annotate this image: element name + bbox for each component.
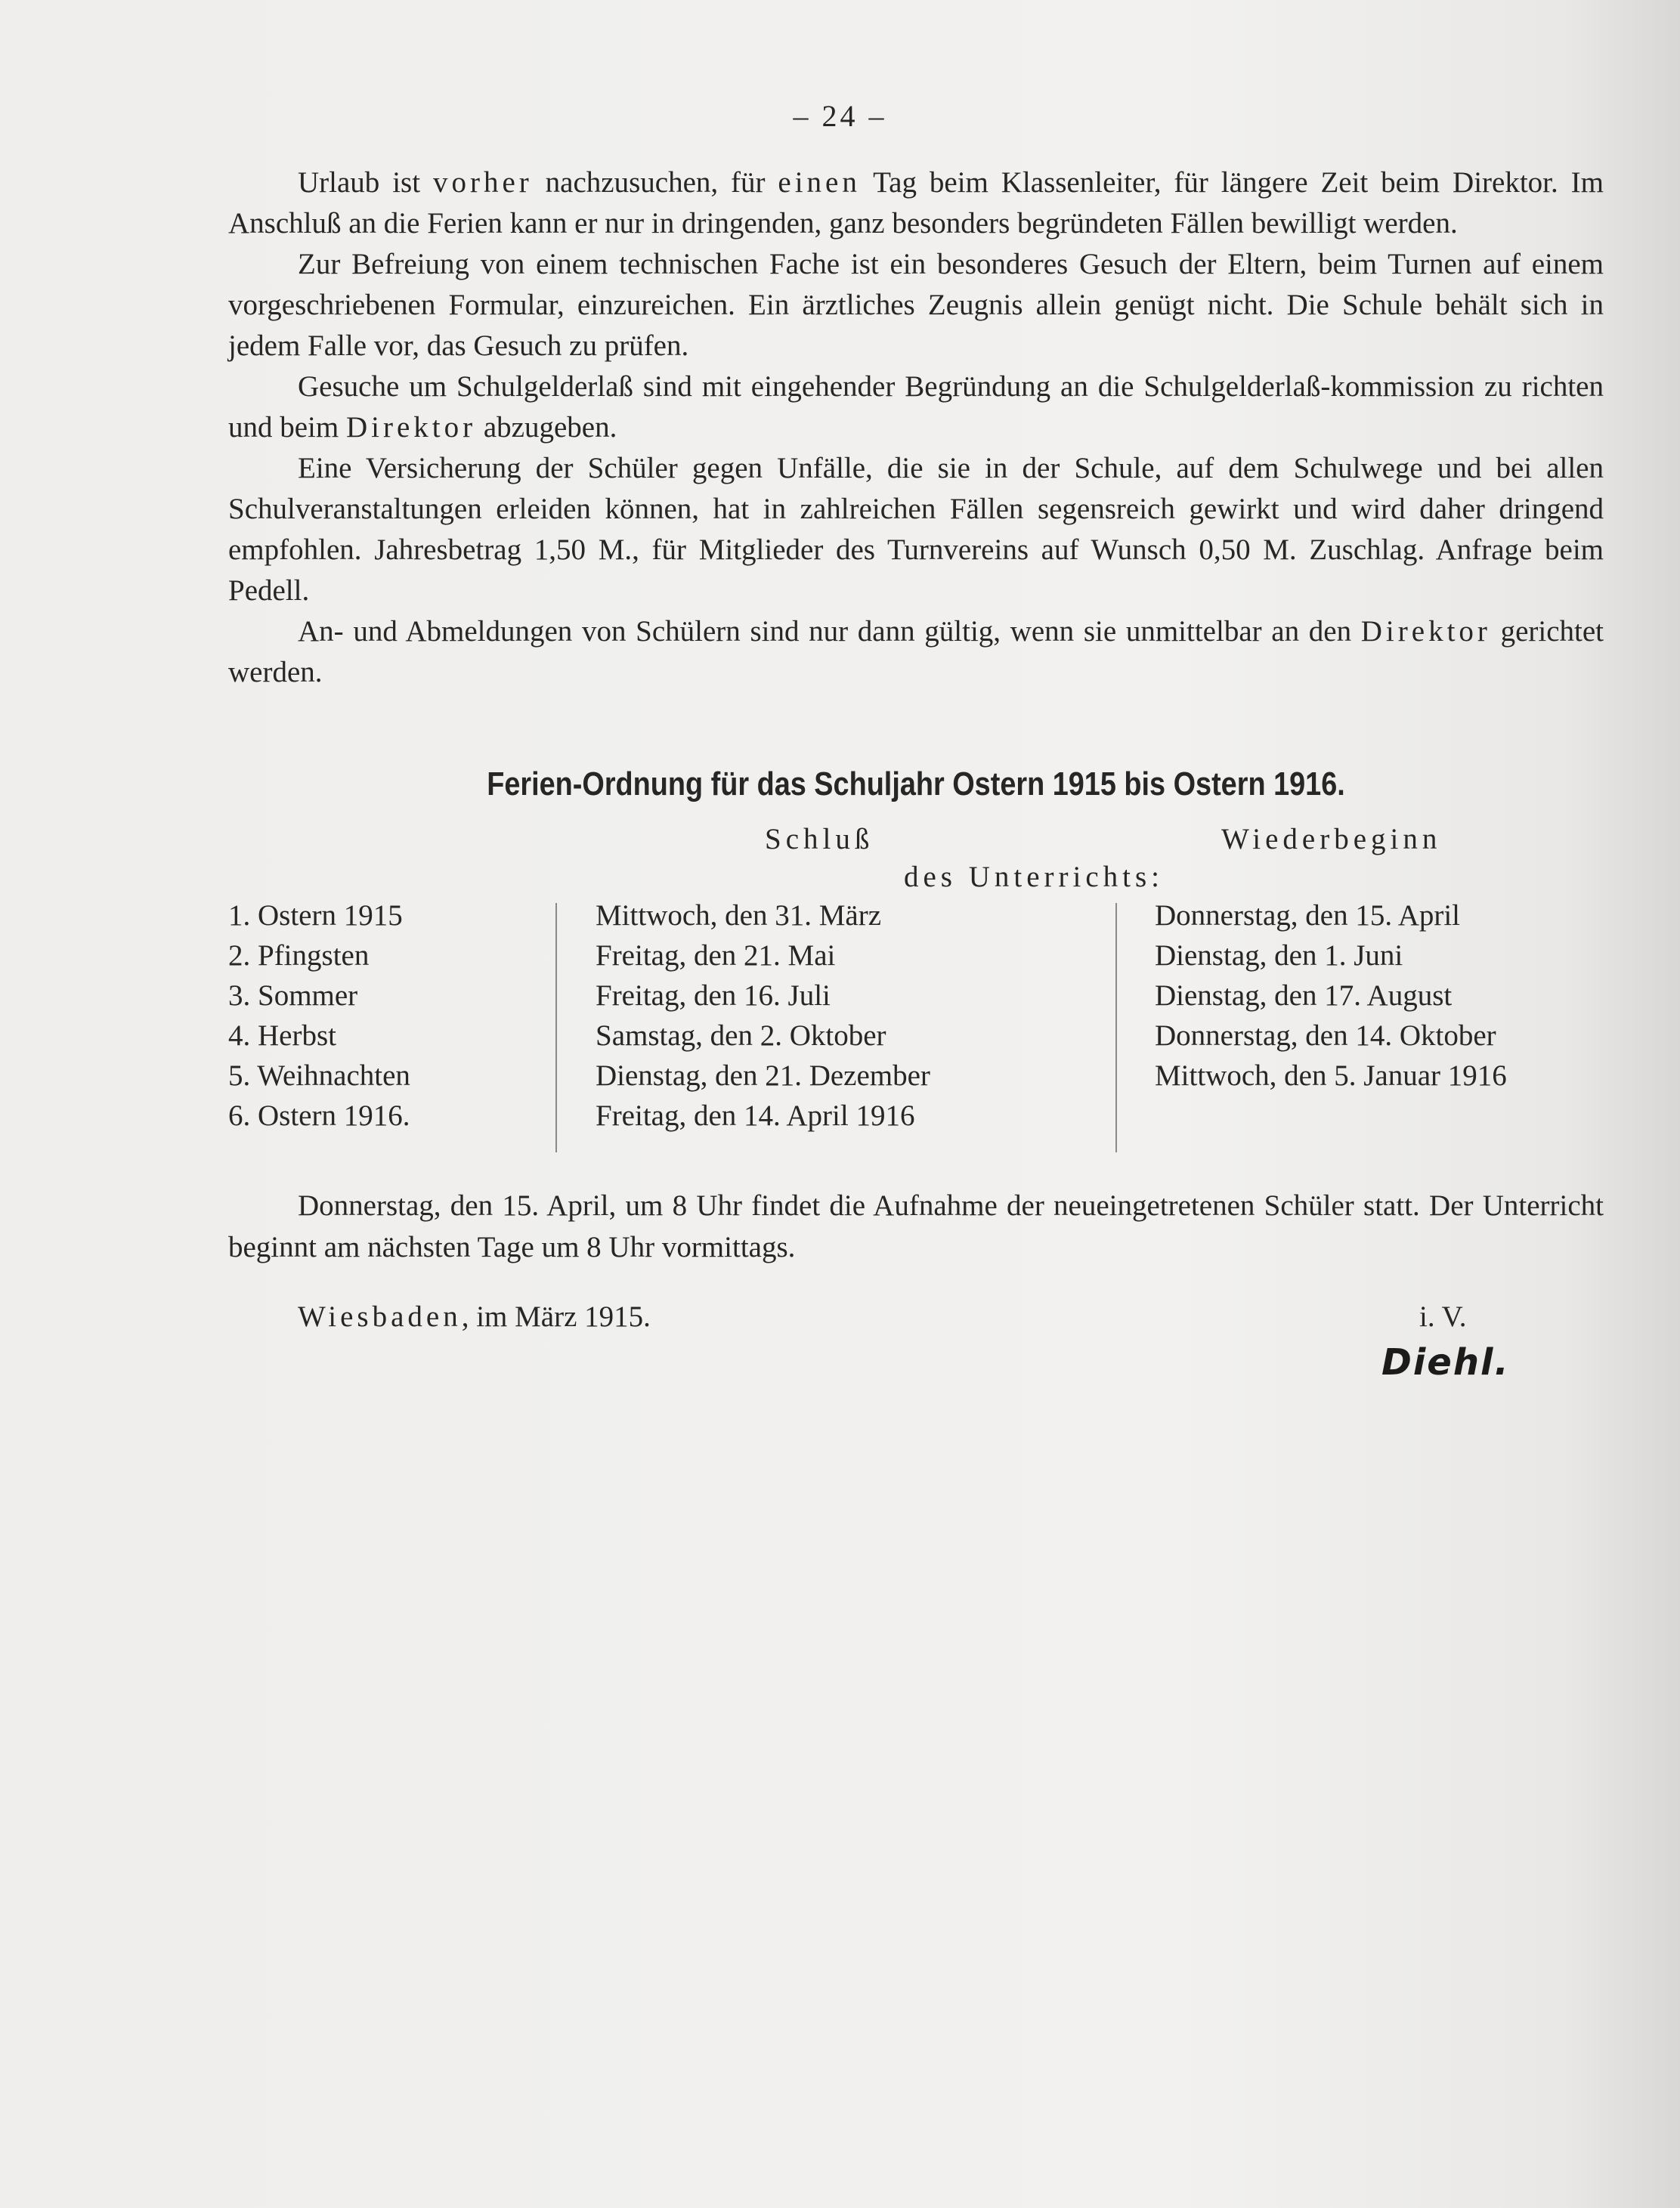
schedule-cell-name: 2. Pfingsten [228, 939, 370, 972]
schedule-subheading: des Unterrichts: [904, 861, 1165, 893]
signature: Diehl. [1381, 1341, 1510, 1384]
emphasized-text: Direktor [345, 411, 477, 444]
schedule-cell-name: 3. Sommer [228, 979, 358, 1012]
paragraph-text: Zur Befreiung von einem technischen Fache ist ein besonderes Gesuch der Eltern, beim Turnen auf einem vorgeschriebenen Formular, einzureichen. Ein ärztliches Zeugnis allein genügt nicht. Die Schule behält sich in jedem Falle vor, das Gesuch zu prüfen. [228, 248, 1604, 362]
schedule-cell-name: 6. Ostern 1916. [228, 1099, 410, 1132]
holiday-schedule-table [228, 895, 1604, 1152]
admission-note [228, 1185, 1604, 1268]
column-heading-wiederbeginn: Wiederbeginn [1221, 823, 1442, 855]
paragraph-text: gerichtet werden. [228, 615, 1604, 688]
emphasized-text: vorher [432, 166, 533, 199]
schedule-cell-end: Dienstag, den 21. Dezember [596, 1059, 930, 1092]
holiday-end-column [596, 895, 930, 1136]
column-divider [555, 903, 557, 1152]
paragraph-text: Gesuche um Schulgelderlaß sind mit eingehender Begründung an die Schulgelderlaß-kommission zu richten und beim [228, 370, 1604, 444]
paragraph [228, 162, 1604, 244]
deputy-abbreviation: i. V. [1419, 1300, 1467, 1333]
holiday-name-column [228, 895, 410, 1136]
regulations-text [228, 162, 1604, 693]
schedule-cell-resume: Donnerstag, den 14. Oktober [1155, 1019, 1496, 1052]
schedule-cell-resume [1155, 1096, 1507, 1136]
place-date [298, 1300, 651, 1334]
paragraph-text: nachzusuchen, für [532, 166, 778, 199]
holiday-resume-column [1155, 895, 1507, 1136]
schedule-cell-name: 1. Ostern 1915 [228, 899, 403, 932]
schedule-cell-end: Samstag, den 2. Oktober [596, 1019, 886, 1052]
paragraph-text: abzugeben. [476, 411, 617, 444]
schedule-cell-resume: Dienstag, den 1. Juni [1155, 939, 1403, 972]
emphasized-text: Direktor [1360, 615, 1491, 648]
emphasized-text: einen [778, 166, 861, 199]
schedule-cell-resume: Dienstag, den 17. August [1155, 979, 1453, 1012]
schedule-cell-end: Mittwoch, den 31. März [596, 899, 882, 932]
paragraph-text: Eine Versicherung der Schüler gegen Unfälle, die sie in der Schule, auf dem Schulwege und bei allen Schulveranstaltungen erleiden können, hat in zahlreichen Fällen segensreich gewirkt und wird daher dringend empfohlen. Jahresbetrag 1,50 M., für Mitglieder des Turnvereins auf Wunsch 0,50 M. Zuschlag. Anfrage beim Pedell. [228, 452, 1604, 607]
place-date-text: , im März 1915. [461, 1300, 651, 1333]
schedule-cell-end: Freitag, den 14. April 1916 [596, 1099, 915, 1132]
admission-note-text: Donnerstag, den 15. April, um 8 Uhr findet die Aufnahme der neueingetretenen Schüler statt. Der Unterricht beginnt am nächsten Tage um 8 Uhr vormittags. [228, 1189, 1604, 1263]
schedule-cell-name: 5. Weihnachten [228, 1059, 410, 1092]
paragraph-text: An- und Abmeldungen von Schülern sind nur dann gültig, wenn sie unmittelbar an den [298, 615, 1361, 648]
schedule-cell-name: 4. Herbst [228, 1019, 336, 1052]
column-divider [1115, 903, 1117, 1152]
schedule-title: Ferien-Ordnung für das Schuljahr Ostern 1915 bis Ostern 1916. [487, 765, 1345, 802]
paragraph [228, 244, 1604, 366]
schedule-cell-resume: Mittwoch, den 5. Januar 1916 [1155, 1059, 1507, 1092]
paragraph [228, 611, 1604, 693]
paragraph [228, 366, 1604, 448]
paragraph-text: Urlaub ist [298, 166, 433, 199]
paragraph-text: Tag beim Klassenleiter, für längere Zeit beim Direktor. Im Anschluß an die Ferien kann er nur in dringenden, ganz besonders begründeten Fällen bewilligt werden. [228, 166, 1604, 240]
schedule-cell-end: Freitag, den 21. Mai [596, 939, 836, 972]
page-number: – 24 – [793, 99, 887, 133]
column-heading-schluss: Schluß [765, 823, 874, 855]
paragraph [228, 448, 1604, 611]
place-name: Wiesbaden [298, 1300, 462, 1333]
schedule-cell-end: Freitag, den 16. Juli [596, 979, 831, 1012]
schedule-cell-resume: Donnerstag, den 15. April [1155, 899, 1461, 932]
